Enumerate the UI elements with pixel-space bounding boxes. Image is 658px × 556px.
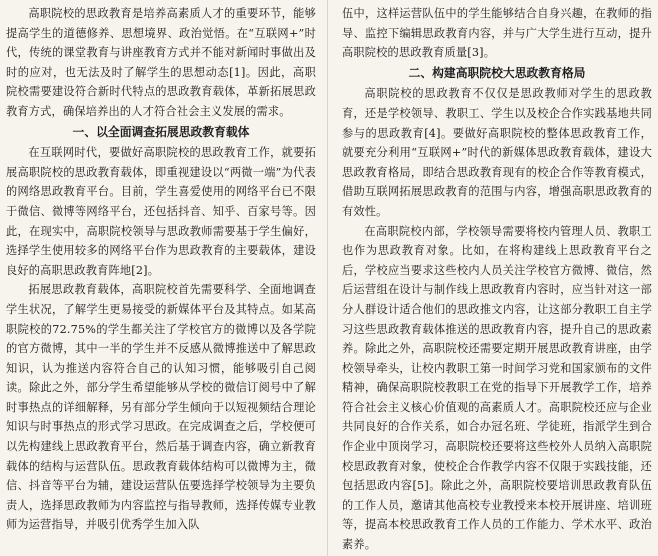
left-column [6,4,316,556]
section-heading-2: 二、构建高职院校大思政教育格局 [408,65,586,80]
right-column [342,4,652,556]
body-paragraph: 拓展思政教育载体，高职院校首先需要科学、全面地调查学生状况，了解学生更易接受的新媒体平台及其特点。如某高职院校的72.75%的学生都关注了学校官方的微博以及各学院的官方微博，其中一半的学生并不反感从微博推送中了解思政知识，认为推送内容符合自己的认知习惯，能够吸引自己阅读。除此之外，部分学生希望能够从学校的微信订阅号中了解时事热点的详细解释，另有部分学生倾向于以短视频结合理论知识与时事热点的形式学习思政。在完成调查之后，学校便可以先构建线上思政教育平台，然后基于调查内容，确立新教育载体的结构与运营队伍。思政教育载体结构可以微博为主，微信、抖音等平台为辅，建设运营队伍要选择学校领导为主要负责人，选择思政教师为内容监控与指导教师，选择传媒专业教师为运营指导，并吸引优秀学生加入队 [6,283,316,532]
body-paragraph: 在互联网时代，要做好高职院校的思政教育工作，就要拓展高职院校的思政教育载体，即重视建设以“两微一端”为代表的网络思政教育平台。目前，学生喜爱使用的网络平台已不限于微信、微博等网络平台，还包括抖音、知乎、百家号等。因此，在现实中，高职院校领导与思政教师需要基于学生偏好，选择学生使用较多的网络平台作为思政教育的主要载体，建设良好的高职思政教育阵地[2]。 [6,146,316,277]
intro-paragraph: 高职院校的思政教育是培养高素质人才的重要环节，能够提高学生的道德修养、思想境界、政治觉悟。在“互联网+”时代，传统的课堂教育与讲座教育方式并不能对新闻时事做出及时的应对，也无法及时了解学生的思想动态[1]。因此，高职院校需要建设符合新时代特点的思政教育载体，革新拓展思政教育方式，确保培养出的人才符合社会主义发展的需求。 [6,7,316,118]
body-paragraph: 高职院校的思政教育不仅仅是思政教师对学生的思政教育，还是学校领导、教职工、学生以及校企合作实践基地共同参与的思政教育[4]。要做好高职院校的整体思政教育工作，就要充分利用“互联网+”时代的新媒体思政教育载体，建设大思政教育格局，即结合思政教育现有的校企合作等教育模式，借助互联网拓展思政教育的范围与内容，增强高职思政教育的有效性。 [342,87,652,218]
continued-paragraph: 伍中，这样运营队伍中的学生能够结合自身兴趣，在教师的指导、监控下编辑思政教育内容，并与广大学生进行互动，提升高职院校的思政教育质量[3]。 [342,7,652,60]
body-paragraph: 在高职院校内部，学校领导需要将校内管理人员、教职工也作为思政教育对象。比如，在将构建线上思政教育平台之后，学校应当要求这些校内人员关注学校官方微博、微信，然后运营组在设计与制作线上思政教育内容时，应当针对这一部分人群设计适合他们的思政推文内容，让这部分教职工自主学习这些思政教育载体推送的思政教育内容，提升自己的思政素养。除此之外，高职院校还需要定期开展思政教育讲座，由学校领导牵头，让校内教职工第一时间学习党和国家颁布的文件精神，确保高职院校教职工在党的指导下开展教学工作，培养符合社会主义核心价值观的高素质人才。高职院校还应与企业共同良好的合作关系，如合办冠名班、学徒班，指派学生到合作企业中顶岗学习，高职院校还要将这些校外人员纳入高职院校思政教育对象，使校企合作教学内容不仅限于实践技能，还包括思政内容[5]。除此之外，高职院校要培训思政教育队伍的工作人员，邀请其他高校专业教授来本校开展讲座、培训班等，提高本校思政教育工作人员的工作能力、学术水平、政治素养。 [342,224,652,552]
section-heading-1: 一、以全面调查拓展思政教育载体 [72,124,250,139]
column-divider [327,0,328,556]
